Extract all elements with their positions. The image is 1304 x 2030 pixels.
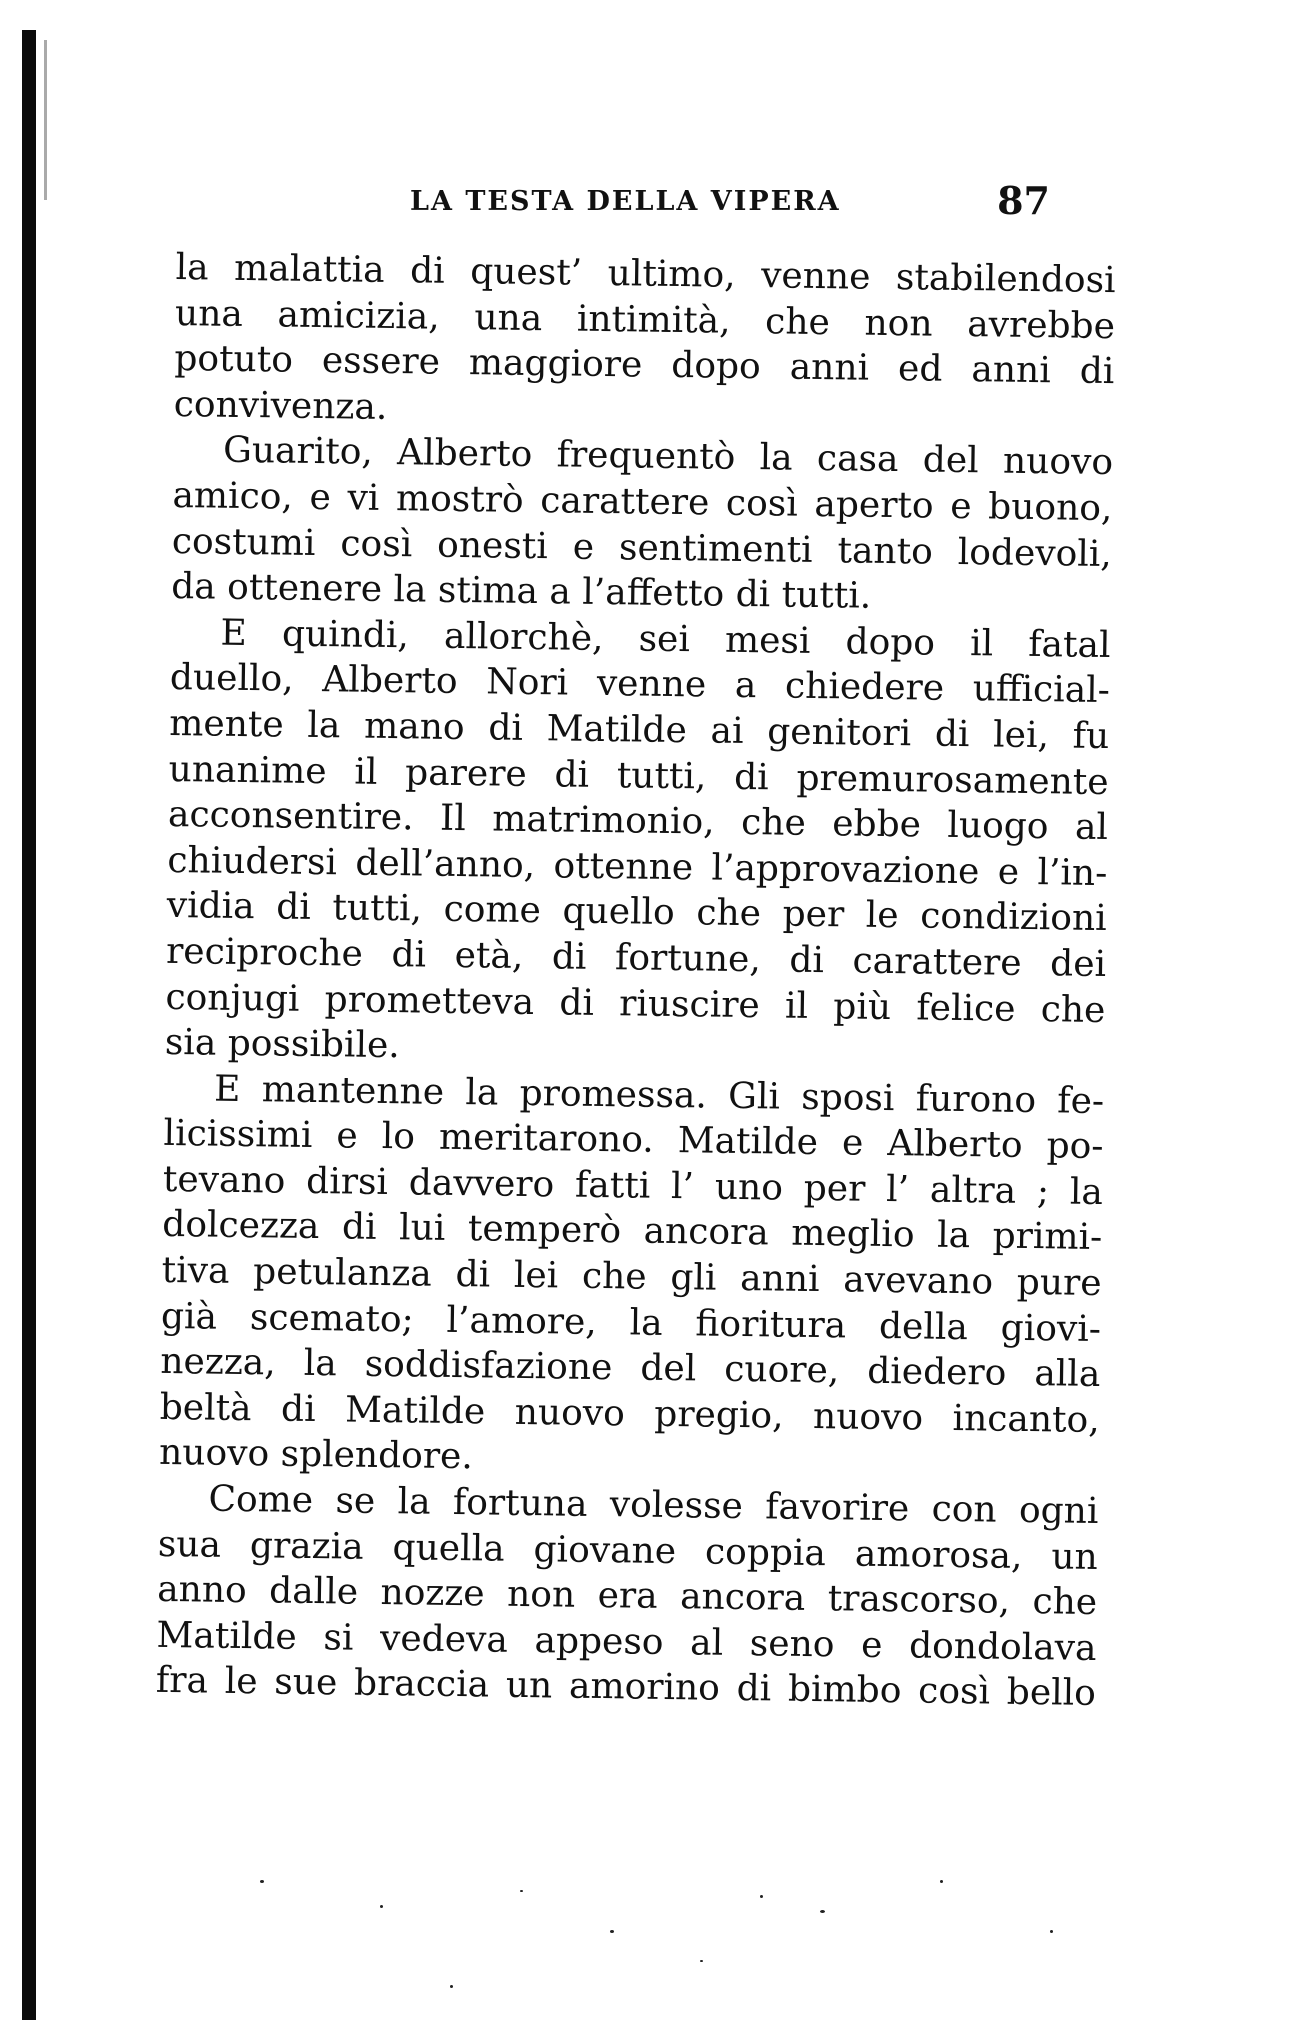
text-line: Guarito, Alberto frequentò la casa del nuovo (222, 430, 1114, 484)
scan-speck (450, 1985, 453, 1988)
text-line: duello, Alberto Nori venne a chiedere ufficial- (169, 657, 1111, 712)
text-line: conjugi prometteva di riuscire il più felice che (165, 976, 1106, 1031)
text-line: la malattia di quest’ ultimo, venne stabilendosi (175, 246, 1116, 302)
scan-speck (520, 1890, 523, 1892)
text-line: tiva petulanza di lei che gli anni avevano pure (161, 1249, 1102, 1305)
text-line: costumi così onesti e sentimenti tanto lodevoli, (171, 520, 1113, 575)
scan-speck (940, 1880, 943, 1883)
text-line: E mantenne la promessa. Gli sposi furono fe- (213, 1068, 1105, 1122)
text-line: beltà di Matilde nuovo pregio, nuovo incanto, (159, 1386, 1100, 1441)
page-binding-edge (22, 30, 36, 2020)
page-number: 87 (997, 178, 1050, 223)
text-line: E quindi, allorchè, sei mesi dopo il fatal (220, 612, 1111, 666)
page-binding-shadow (44, 40, 47, 200)
text-line: licissimi e lo meritarono. Matilde e Alberto po- (163, 1113, 1104, 1168)
text-line: fra le sue braccia un amorino di bimbo così bello (155, 1660, 1097, 1715)
text-line: tevano dirsi davvero fatti l’ uno per l’ altra ; la (162, 1158, 1104, 1213)
text-line: sia possibile. (164, 1022, 401, 1067)
text-line: dolcezza di lui temperò ancora meglio la primi- (162, 1204, 1103, 1259)
scan-speck (260, 1880, 264, 1883)
text-line: vidia di tutti, come quello che per le condizioni (166, 885, 1107, 940)
scan-speck (820, 1910, 825, 1913)
text-line: Come se la fortuna volesse favorire con ogni (208, 1478, 1099, 1533)
text-line: una amicizia, una intimità, che non avrebbe (174, 292, 1116, 347)
text-line: reciproche di età, di fortune, di carattere dei (165, 930, 1107, 985)
text-line: amico, e vi mostrò carattere così aperto e buono, (172, 474, 1113, 530)
scan-speck (760, 1895, 763, 1898)
text-line: unanime il parere di tutti, di premurosamente (168, 748, 1109, 803)
text-line: acconsentire. Il matrimonio, che ebbe luogo al (167, 794, 1109, 849)
running-title: LA TESTA DELLA VIPERA (410, 186, 841, 217)
scan-speck (700, 1960, 703, 1962)
text-line: chiudersi dell’anno, ottenne l’approvazione e l’in- (167, 839, 1108, 894)
text-line: nuovo splendore. (158, 1432, 474, 1478)
body-text (155, 245, 1116, 1778)
text-line: mente la mano di Matilde ai genitori di lei, fu (169, 702, 1110, 758)
text-line: da ottenere la stima a l’affetto di tutti. (170, 566, 872, 617)
text-line: Matilde si vedeva appeso al seno e dondolava (156, 1614, 1097, 1669)
text-line: sua grazia quella giovane coppia amorosa, un (157, 1523, 1099, 1578)
page-header (410, 178, 1050, 224)
scan-speck (380, 1905, 383, 1908)
text-line: anno dalle nozze non era ancora trascorso, che (156, 1569, 1098, 1624)
text-line: potuto essere maggiore dopo anni ed anni di (174, 338, 1115, 393)
scan-speck (1050, 1930, 1053, 1933)
text-line: già scemato; l’amore, la fioritura della giovi- (160, 1295, 1102, 1350)
scan-speck (610, 1930, 614, 1933)
text-line: convivenza. (173, 383, 388, 428)
text-line: nezza, la soddisfazione del cuore, diedero alla (160, 1341, 1101, 1396)
